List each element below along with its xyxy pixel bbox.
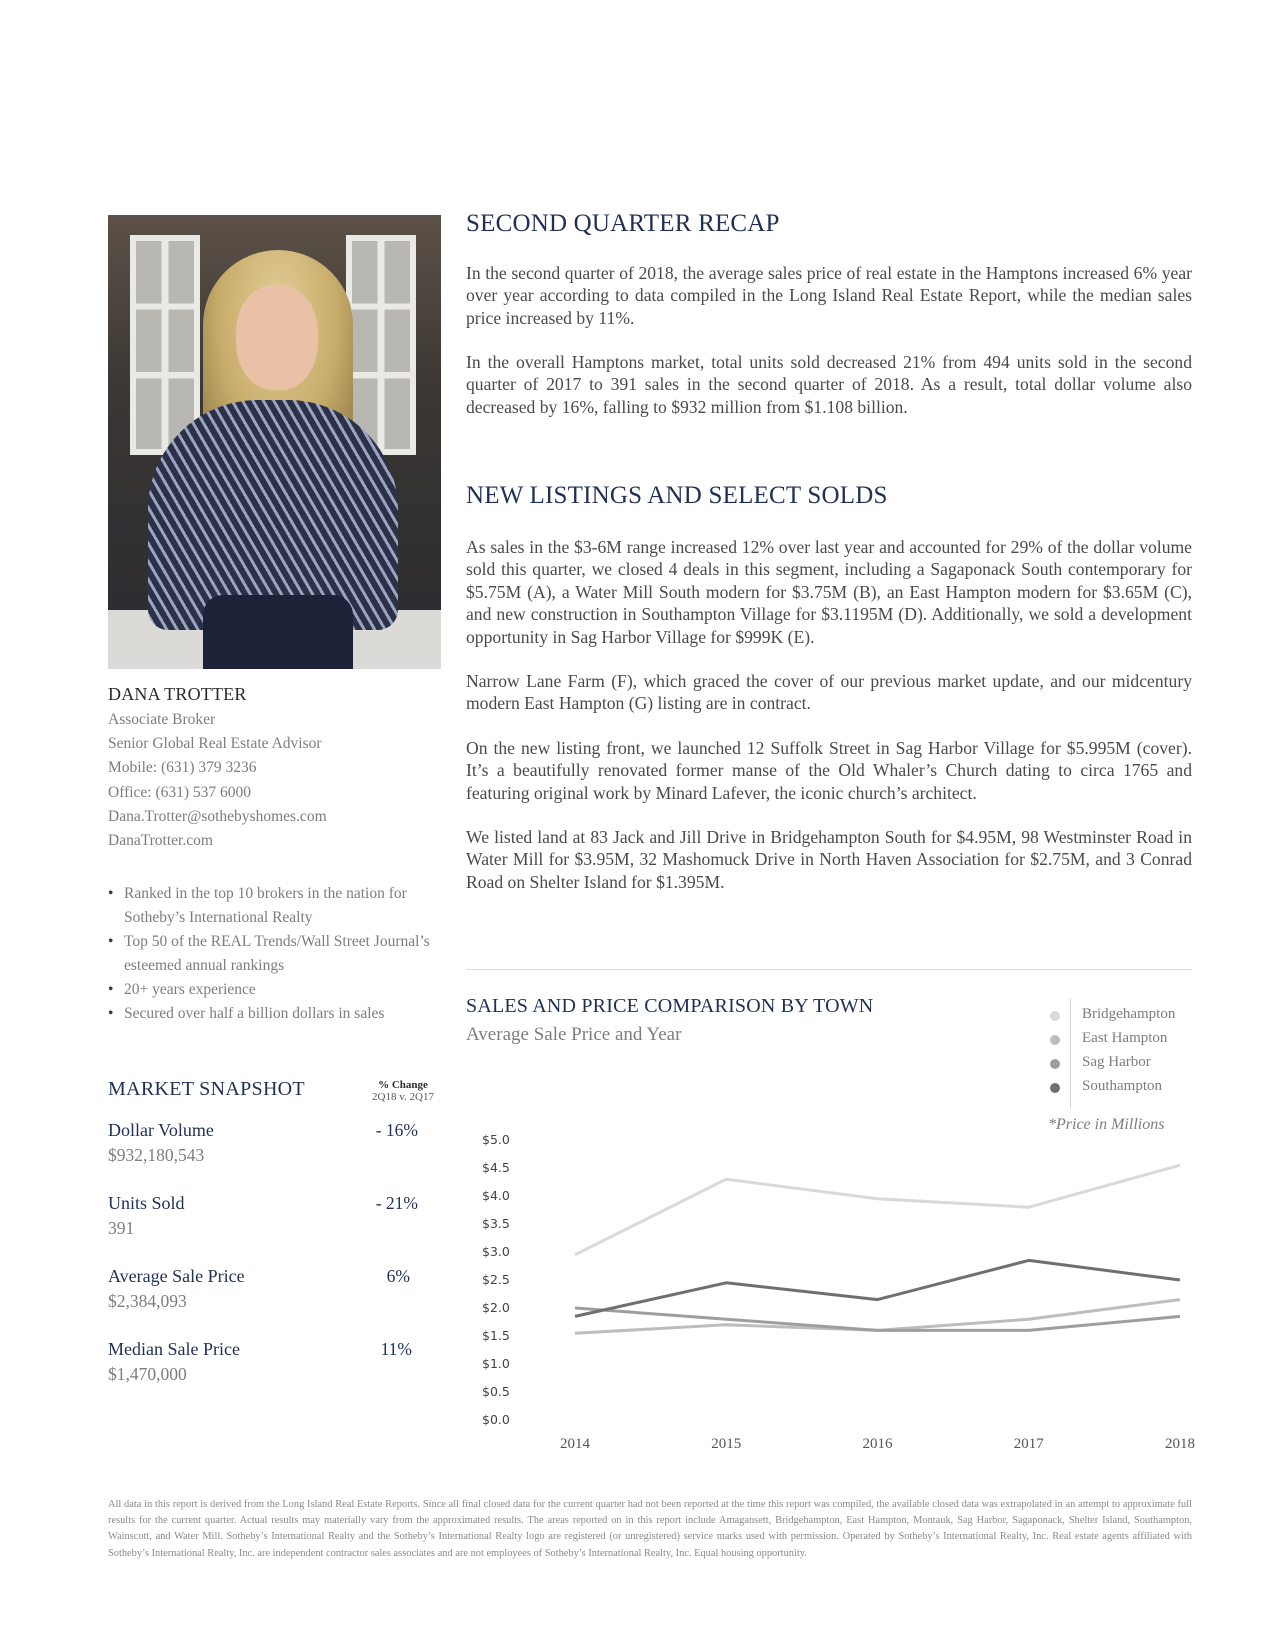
snapshot-label-average-sale-price: Average Sale Price [108, 1266, 245, 1286]
listings-paragraph: On the new listing front, we launched 12 Suffolk Street in Sag Harbor Village for $5.995M (cover). It’s a beautifully renovated former manse of the Old Whaler’s Church dating to circa 1765 and featuring original work by Minard Lafever, the iconic church’s architect. [466, 738, 1192, 803]
recap-heading: SECOND QUARTER RECAP [466, 210, 780, 237]
agent-email[interactable]: Dana.Trotter@sothebyshomes.com [108, 807, 327, 825]
y-tick-label: $3.0 [482, 1244, 510, 1259]
agent-title: Associate Broker [108, 711, 216, 728]
agent-photo [108, 215, 441, 669]
agent-contact [108, 708, 327, 853]
chart-subtitle: Average Sale Price and Year [466, 1024, 682, 1045]
y-tick-label: $4.5 [482, 1160, 510, 1175]
legend-swatch [1050, 1035, 1060, 1045]
series-line-bridgehampton [575, 1165, 1180, 1255]
agent-website[interactable]: DanaTrotter.com [108, 832, 213, 850]
highlight-item: • Ranked in the top 10 brokers in the nation for Sotheby’s International Realty [108, 882, 443, 930]
y-tick-label: $0.5 [482, 1384, 510, 1399]
y-tick-label: $2.0 [482, 1300, 510, 1315]
snapshot-value-dollar-volume: $932,180,543 [108, 1145, 205, 1165]
snapshot-label-units-sold: Units Sold [108, 1193, 185, 1213]
recap-paragraph: In the overall Hamptons market, total units sold decreased 21% from 494 units sold in the second quarter of 2017 to 391 sales in the second quarter of 2018. As a result, total dollar volume also decreased by 16%, falling to $932 million from $1.108 billion. [466, 352, 1192, 417]
snapshot-change-average-sale-price: 6% [386, 1266, 410, 1286]
snapshot-value-units-sold: 391 [108, 1218, 135, 1238]
x-tick-label: 2018 [1165, 1436, 1195, 1450]
change-header [368, 1079, 438, 1103]
snapshot-change-median-sale-price: 11% [380, 1339, 412, 1359]
agent-mobile[interactable]: Mobile: (631) 379 3236 [108, 759, 257, 777]
snapshot-label-median-sale-price: Median Sale Price [108, 1339, 240, 1359]
market-snapshot-title: MARKET SNAPSHOT [108, 1078, 305, 1100]
y-tick-label: $4.0 [482, 1188, 510, 1203]
legend-label: East Hampton [1082, 1030, 1168, 1046]
series-line-southampton [575, 1260, 1180, 1316]
legend-divider [1070, 998, 1071, 1108]
agent-role: Senior Global Real Estate Advisor [108, 735, 322, 753]
x-tick-label: 2014 [560, 1436, 590, 1450]
agent-office[interactable]: Office: (631) 537 6000 [108, 783, 252, 801]
x-tick-label: 2015 [711, 1436, 742, 1450]
photo-face [236, 285, 318, 390]
snapshot-change-units-sold: - 21% [375, 1193, 418, 1213]
disclaimer: All data in this report is derived from the Long Island Real Estate Reports. Since all final closed data for the current quarter had not been reported at the time this report was compiled, the available closed data was extrapolated in an attempt to approximate full results for the current quarter. Actual results may materially vary from the approximated results. The areas reported on in this report include Amagansett, Bridgehampton, East Hampton, Montauk, Sag Harbor, Sagaponack, Shelter Island, Southampton, Wainscott, and Water Mill. Sotheby’s International Realty and the Sotheby’s International Realty logo are registered (or unregistered) service marks used with permission. Operated by Sotheby’s International Realty, Inc. Real estate agents affiliated with Sotheby’s International Realty, Inc. are independent contractor sales associates and are not employees of Sotheby’s International Realty, Inc. Equal housing opportunity. [108, 1499, 1192, 1559]
series-line-east-hampton [575, 1300, 1180, 1334]
price-note: *Price in Millions [1048, 1116, 1165, 1133]
snapshot-label-dollar-volume: Dollar Volume [108, 1120, 214, 1140]
photo-window-right [346, 235, 416, 455]
listings-paragraph: We listed land at 83 Jack and Jill Drive in Bridgehampton South for $4.95M, 98 Westminster Road in Water Mill for $3.95M, 32 Mashomuck Drive in North Haven Association for $2.75M, and 3 Conrad Road on Shelter Island for $1.395M. [466, 827, 1192, 892]
highlight-item: • Secured over half a billion dollars in sales [108, 1002, 443, 1026]
y-tick-label: $5.0 [482, 1132, 510, 1147]
x-tick-label: 2017 [1013, 1436, 1044, 1450]
x-tick-label: 2016 [862, 1436, 893, 1450]
y-tick-label: $0.0 [482, 1412, 510, 1427]
photo-legs [203, 595, 353, 669]
highlight-item: • Top 50 of the REAL Trends/Wall Street Journal’s esteemed annual rankings [108, 930, 443, 978]
sales-price-line-chart [440, 1120, 1200, 1450]
chart-title: SALES AND PRICE COMPARISON BY TOWN [466, 995, 874, 1017]
y-tick-label: $1.5 [482, 1328, 510, 1343]
change-header-label: % Change [378, 1079, 428, 1091]
change-header-period: 2Q18 v. 2Q17 [372, 1091, 434, 1103]
listings-paragraph: As sales in the $3-6M range increased 12% over last year and accounted for 29% of the dollar volume sold this quarter, we closed 4 deals in this segment, including a Sagaponack South contemporary for $5.75M (A), a Water Mill South modern for $3.75M (B), an East Hampton modern for $3.65M (C), and new construction in Southampton Village for $3.1195M (D). Additionally, we sold a development opportunity in Sag Harbor Village for $999K (E). [466, 537, 1192, 647]
section-divider [466, 969, 1192, 970]
legend-label: Sag Harbor [1082, 1054, 1151, 1070]
listings-heading: NEW LISTINGS AND SELECT SOLDS [466, 482, 888, 509]
highlight-item: • 20+ years experience [108, 978, 443, 1002]
legend-swatch [1050, 1011, 1060, 1021]
listings-paragraph: Narrow Lane Farm (F), which graced the cover of our previous market update, and our midcentury modern East Hampton (G) listing are in contract. [466, 671, 1192, 714]
legend-swatch [1050, 1059, 1060, 1069]
recap-paragraph: In the second quarter of 2018, the average sales price of real estate in the Hamptons increased 6% year over year according to data compiled in the Long Island Real Estate Report, while the median sales price increased by 11%. [466, 263, 1192, 328]
snapshot-change-dollar-volume: - 16% [375, 1120, 418, 1140]
photo-window-left [130, 235, 200, 455]
agent-highlights [108, 882, 443, 1026]
legend-label: Southampton [1082, 1078, 1163, 1094]
snapshot-value-average-sale-price: $2,384,093 [108, 1291, 187, 1311]
legend-swatch [1050, 1083, 1060, 1093]
snapshot-value-median-sale-price: $1,470,000 [108, 1364, 187, 1384]
y-tick-label: $2.5 [482, 1272, 510, 1287]
agent-name: DANA TROTTER [108, 684, 247, 704]
legend-label: Bridgehampton [1082, 1006, 1176, 1022]
y-tick-label: $1.0 [482, 1356, 510, 1371]
y-tick-label: $3.5 [482, 1216, 510, 1231]
